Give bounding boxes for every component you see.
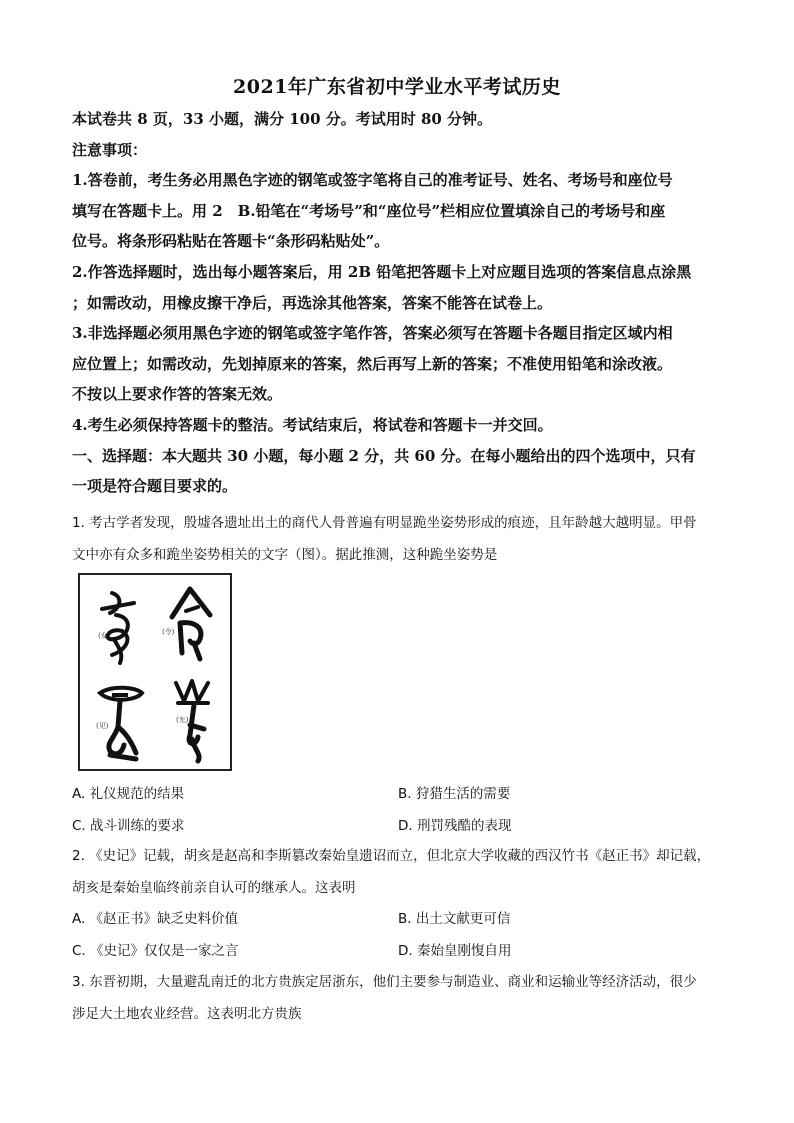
question-2-options xyxy=(72,904,732,967)
option-b[interactable]: B. 出土文献更可信 xyxy=(398,911,511,927)
question-line: 胡亥是秦始皇临终前亲自认可的继承人。这表明 xyxy=(72,879,356,896)
option-d[interactable]: D. 秦始皇刚愎自用 xyxy=(398,942,512,959)
intro-line: 4.考生必须保持答题卡的整洁。考试结束后，将试卷和答题卡一并交回。 xyxy=(72,415,553,434)
question-line: 文中亦有众多和跪坐姿势相关的文字（图）。据此推测，这种跪坐姿势是 xyxy=(72,546,498,563)
intro-line: 3.非选择题必须用黑色字迹的钢笔或签字笔作答，答案必须写在答题卡各题目指定区域内相 xyxy=(72,324,673,343)
option-a[interactable]: A. 礼仪规范的结果 xyxy=(72,786,185,802)
section-heading: 一项是符合题目要求的。 xyxy=(72,477,238,496)
figure-label: (女) xyxy=(98,632,111,640)
question-line: 3. 东晋初期，大量避乱南迁的北方贵族定居浙东，他们主要参与制造业、商业和运输业等经济活动，很少 xyxy=(72,974,697,990)
question-3-stem xyxy=(72,967,732,1030)
instructions xyxy=(72,104,732,502)
question-line: 1. 考古学者发现，殷墟各遗址出土的商代人骨普遍有明显跪坐姿势形成的痕迹，且年龄越大越明显。甲骨 xyxy=(72,515,697,531)
oracle-char-nv-glyph xyxy=(94,587,146,667)
figure-label: (见) xyxy=(96,722,109,730)
option-d[interactable]: D. 刑罚残酷的表现 xyxy=(398,817,512,834)
oracle-bone-figure xyxy=(78,573,232,771)
question-line: 2. 《史记》记载，胡亥是赵高和李斯篡改秦始皇遗诏而立，但北京大学收藏的西汉竹书《赵正书》却记载， xyxy=(72,848,711,864)
option-a[interactable]: A. 《赵正书》缺乏史料价值 xyxy=(72,911,239,927)
intro-line: 本试卷共 8 页，33 小题，满分 100 分。考试用时 80 分钟。 xyxy=(72,110,493,128)
option-c[interactable]: C. 《史记》仅仅是一家之言 xyxy=(72,942,239,959)
intro-line: 位号。将条形码粘贴在答题卡“条形码粘贴处”。 xyxy=(72,232,390,251)
question-2-stem xyxy=(72,841,732,904)
intro-line: ；如需改动，用橡皮擦干净后，再选涂其他答案，答案不能答在试卷上。 xyxy=(72,293,553,312)
option-c[interactable]: C. 战斗训练的要求 xyxy=(72,817,185,834)
question-1-stem xyxy=(72,508,732,571)
option-b[interactable]: B. 狩猎生活的需要 xyxy=(398,786,511,802)
oracle-char-ling-glyph xyxy=(164,583,220,663)
section-heading: 一、选择题：本大题共 30 小题，每小题 2 分，共 60 分。在每小题给出的四个选项中，只有 xyxy=(72,446,696,465)
figure-label: (令) xyxy=(162,628,175,636)
page-title: 2021年广东省初中学业水平考试历史 xyxy=(233,76,561,98)
question-1-options xyxy=(72,779,732,842)
intro-line: 1.答卷前，考生务必用黑色字迹的钢笔或签字笔将自己的准考证号、姓名、考场号和座位号 xyxy=(72,171,673,190)
intro-line: 注意事项： xyxy=(72,140,148,159)
intro-line: 应位置上；如需改动，先划掉原来的答案，然后再写上新的答案；不准使用铅笔和涂改液。 xyxy=(72,354,673,373)
intro-line: 填写在答题卡上。用 2 B.铅笔在“考场号”和“座位号”栏相应位置填涂自己的考场号和座 xyxy=(72,201,666,220)
question-line: 涉足大土地农业经营。这表明北方贵族 xyxy=(72,1005,302,1022)
intro-line: 2.作答选择题时，选出每小题答案后，用 2B 铅笔把答题卡上对应题目选项的答案信息点涂黑 xyxy=(72,262,692,281)
figure-label: (允) xyxy=(176,716,189,724)
intro-line: 不按以上要求作答的答案无效。 xyxy=(72,385,283,404)
